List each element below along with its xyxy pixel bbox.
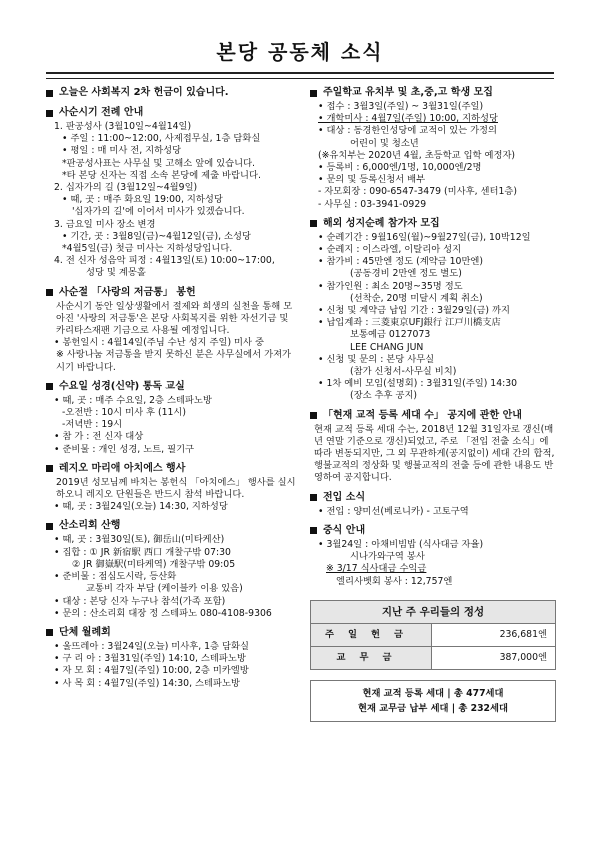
section-heading <box>46 106 296 120</box>
notice-section <box>310 217 560 403</box>
section-line: • 전입 : 양미선(베로니카) - 고토구역 <box>318 505 469 517</box>
square-bullet-icon <box>46 289 53 296</box>
notice-section <box>46 519 296 619</box>
square-bullet-icon <box>46 110 53 117</box>
section-line: • 신청 및 문의 : 본당 사무실 <box>318 353 435 365</box>
section-line: • 참가비 : 45만엔 정도 (계약금 10만엔) <box>318 256 484 268</box>
right-column <box>310 86 560 722</box>
section-line: • 참 가 : 전 신자 대상 <box>54 431 144 443</box>
section-heading <box>46 380 296 394</box>
section-line: 3. 금요일 미사 장소 변경 <box>54 218 156 230</box>
section-line: • 주일 : 11:00~12:00, 사제접무실, 1층 담화실 <box>62 133 261 145</box>
section-line: • 자 모 회 : 4월7일(주일) 10:00, 2층 미카엘방 <box>54 665 249 677</box>
square-bullet-icon <box>310 412 317 419</box>
square-bullet-icon <box>310 90 317 97</box>
section-heading-text: 사순절 「사랑의 저금통」 봉헌 <box>59 286 196 298</box>
offering-summary-table <box>310 600 556 670</box>
paying-households: 현재 교무금 납부 세대 | 총 232세대 <box>358 702 508 714</box>
section-heading-text: 산소리회 산행 <box>59 520 121 532</box>
section-line: • 1차 예비 모임(설명회) : 3월31일(주일) 14:30 <box>318 378 518 390</box>
section-line: • 때, 곳 : 3월24일(오늘) 14:30, 지하성당 <box>54 501 228 513</box>
offering-value: 387,000엔 <box>499 651 547 663</box>
offering-value: 236,681엔 <box>499 628 547 640</box>
section-line: • 봉헌일시 : 4월14일(주님 수난 성지 주일) 미사 중 <box>54 337 264 349</box>
notice-section <box>310 86 560 211</box>
section-heading-text: 주일학교 유치부 및 초,중,고 학생 모집 <box>323 87 493 98</box>
section-line: • 문의 : 산소리회 대장 정 스테파노 080-4108-9306 <box>54 607 272 619</box>
household-count-box <box>310 680 556 722</box>
section-line: 성당 및 계몽홀 <box>86 267 146 279</box>
section-line: - 사무실 : 03-3941-0929 <box>318 198 427 210</box>
left-column <box>46 86 296 696</box>
section-line: • 참가인원 : 최소 20명~35명 정도 <box>318 280 463 292</box>
section-line: • 때, 곳 : 매주 화요일 19:00, 지하성당 <box>62 194 223 206</box>
offering-row-sunday <box>311 624 555 647</box>
section-line: • 구 리 아 : 3월31일(주일) 14:10, 스테파노방 <box>54 653 246 665</box>
section-line: • 대상 : 본당 신자 누구나 참석(가족 포함) <box>54 595 226 607</box>
section-line: (※유치부는 2020년 4월, 초등학교 입학 예정자) <box>318 149 516 161</box>
square-bullet-icon <box>46 465 53 472</box>
section-heading-text: 중식 안내 <box>323 524 366 536</box>
section-line: • 울뜨레아 : 3월24일(오늘) 미사후, 1층 담화실 <box>54 640 249 652</box>
notice-section <box>46 626 296 690</box>
section-line: LEE CHANG JUN <box>350 341 424 353</box>
section-line: • 때, 곳 : 3월30일(토), 御岳山(미타케산) <box>54 534 225 546</box>
section-line: (선착순, 20명 미달시 계획 취소) <box>350 292 483 304</box>
right-blocks <box>310 86 560 588</box>
section-line: • 순례지 : 이스라엘, 이탈리아 성지 <box>318 244 462 256</box>
section-heading <box>46 519 296 533</box>
section-line: 시나가와구역 봉사 <box>350 551 425 563</box>
section-line: • 평일 : 매 미사 전, 지하성당 <box>62 145 182 157</box>
section-heading <box>46 462 296 476</box>
section-heading-text: 「현재 교적 등록 세대 수」 공지에 관한 안내 <box>323 409 522 421</box>
notice-section <box>46 86 296 100</box>
offering-summary-title: 지난 주 우리들의 정성 <box>311 601 555 624</box>
section-heading <box>310 217 560 231</box>
notice-section <box>46 380 296 456</box>
section-line: 교통비 각자 부담 (케이블카 이용 있음) <box>86 583 243 595</box>
section-heading <box>310 409 560 423</box>
offering-label: 교무금 <box>311 647 432 669</box>
square-bullet-icon <box>310 494 317 501</box>
square-bullet-icon <box>46 383 53 390</box>
offering-row-dues <box>311 647 555 669</box>
section-line: -저녁반 : 19시 <box>62 419 123 431</box>
section-line: ※ 사랑나눔 저금통을 받지 못하신 분은 사무실에서 가져가시기 바랍니다. <box>56 349 292 373</box>
section-line: • 기간, 곳 : 3월8일(금)~4월12일(금), 소성당 <box>62 230 251 242</box>
section-line: 사순시기 동안 일상생활에서 절제와 희생의 실천을 통해 모아진 '사랑의 저금통'은 본당 사회복지를 위한 자선기금 및 카리타스재팬 기금으로 사용될 예정입니다. <box>56 300 293 337</box>
section-heading-text: 사순시기 전례 안내 <box>59 107 144 118</box>
section-heading <box>310 86 560 100</box>
section-heading <box>310 491 560 505</box>
section-heading-text: 해외 성지순례 참가자 모집 <box>323 217 440 229</box>
section-line: (장소 추후 공지) <box>350 390 418 402</box>
section-line: • 집합 : ① JR 新宿駅 西口 개찰구밖 07:30 <box>54 546 231 558</box>
section-line: • 때, 곳 : 매주 수요일, 2층 스테파노방 <box>54 394 212 406</box>
section-line: 어린이 및 청소년 <box>350 137 419 149</box>
section-heading <box>46 86 296 100</box>
section-heading-text: 전입 소식 <box>323 491 366 503</box>
square-bullet-icon <box>46 523 53 530</box>
section-line: (공동경비 2만엔 정도 별도) <box>350 268 462 280</box>
square-bullet-icon <box>46 90 53 97</box>
section-line: 엘리사벳회 봉사 : 12,757엔 <box>336 575 453 587</box>
section-heading-text: 단체 월례회 <box>59 626 111 638</box>
section-line: • 3월24일 : 아채비빔밥 (식사대금 자율) <box>318 538 484 550</box>
section-line: • 개학미사 : 4월7일(주일) 10:00, 지하성당 <box>318 113 498 125</box>
section-line: • 납입계좌 : 三菱東京UFJ銀行 江戸川橋支店 <box>318 317 501 329</box>
section-line: • 사 목 회 : 4월7일(주일) 14:30, 스테파노방 <box>54 677 240 689</box>
section-heading <box>310 524 560 538</box>
section-line: • 문의 및 등록신청서 배부 <box>318 174 426 186</box>
section-line: • 접수 : 3월3일(주일) ~ 3월31일(주일) <box>318 101 484 112</box>
section-line: -오전반 : 10시 미사 후 (11시) <box>62 407 187 419</box>
section-line: ※ 3/17 식사대금 수익금 <box>326 563 427 575</box>
section-line: - 자모회장 : 090-6547-3479 (미사후, 센터1층) <box>318 186 517 198</box>
page-title: 본당 공동체 소식 <box>216 40 384 64</box>
section-heading-text: 수요일 성경(신약) 통독 교실 <box>59 380 185 392</box>
section-line: (참가 신청서-사무실 비치) <box>350 366 457 378</box>
section-line: ② JR 御嶽駅(미타케역) 개찰구밖 09:05 <box>72 558 236 570</box>
section-line: 2. 십자가의 길 (3월12일~4월9일) <box>54 182 198 194</box>
square-bullet-icon <box>310 527 317 534</box>
section-line: '십자가의 길'에 이어서 미사가 있겠습니다. <box>72 206 245 218</box>
section-line: *4월5일(금) 첫금 미사는 지하성당입니다. <box>62 243 233 255</box>
section-line: • 대상 : 동경한인성당에 교적이 있는 가정의 <box>318 125 498 137</box>
section-line: • 순례기간 : 9월16일(월)~9월27일(금), 10박12일 <box>318 231 531 243</box>
section-heading-text: 오늘은 사회복지 2차 헌금이 있습니다. <box>59 87 229 98</box>
square-bullet-icon <box>46 629 53 636</box>
title-rule <box>46 72 554 79</box>
section-line: 2019년 성모님께 바치는 봉헌식 「아치에스」 행사를 실시하오니 레지오 단원들은 반드시 참석 바랍니다. <box>56 476 296 501</box>
notice-section <box>310 524 560 588</box>
section-line: • 준비물 : 개인 성경, 노트, 필기구 <box>54 443 195 455</box>
notice-section <box>310 491 560 518</box>
section-line: 현재 교적 등록 세대 수는, 2018년 12월 31일자로 갱신(매년 연말 기준으로 갱신)되었고, 주로 「전입 전출 소식」에 따라 변동되지만, 그 외 무관하게(공지없이) 세대 간의 합적, 행불교적의 정상화 및 행불교적의 전출 등에 관한 내용도 반영하여 공지합니다. <box>314 423 555 484</box>
notice-section <box>46 462 296 514</box>
notice-section <box>46 106 296 280</box>
section-line: 4. 전 신자 성음악 피정 : 4월13일(토) 10:00~17:00, <box>54 255 275 267</box>
notice-section <box>310 409 560 485</box>
section-line: • 등록비 : 6,000엔/1명, 10,000엔/2명 <box>318 162 482 174</box>
section-heading <box>46 286 296 300</box>
section-heading <box>46 626 296 640</box>
notice-section <box>46 286 296 374</box>
section-line: *판공성사표는 사무실 및 고해소 앞에 있습니다. <box>62 157 256 169</box>
section-line: *타 본당 신자는 직접 소속 본당에 제출 바랍니다. <box>62 169 261 181</box>
registered-households: 현재 교적 등록 세대 | 총 477세대 <box>362 687 504 699</box>
section-line: 보통예금 0127073 <box>350 329 431 341</box>
offering-label: 주일헌금 <box>311 624 432 646</box>
section-line: • 준비물 : 점심도시락, 등산화 <box>54 571 177 583</box>
section-line: • 신청 및 계약금 납입 기간 : 3월29일(금) 까지 <box>318 305 510 317</box>
section-line: 1. 판공성사 (3월10일~4월14일) <box>54 121 192 132</box>
square-bullet-icon <box>310 220 317 227</box>
section-heading-text: 레지오 마리애 아치에스 행사 <box>59 462 186 474</box>
